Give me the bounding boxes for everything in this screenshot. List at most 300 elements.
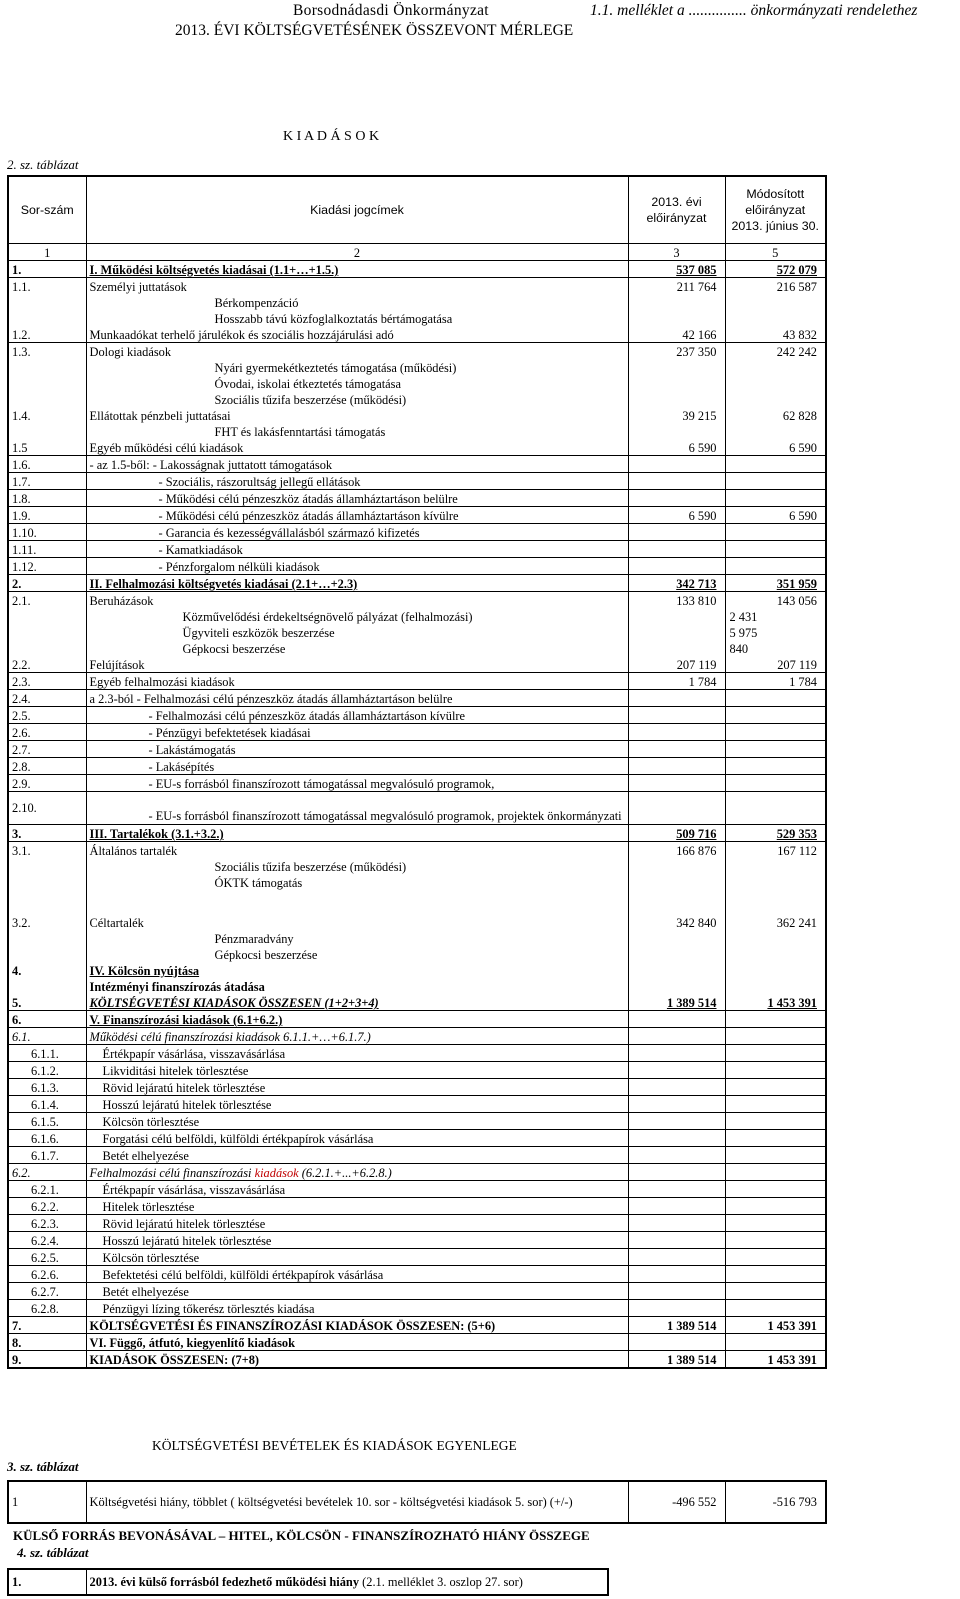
row-plan-value [628, 1062, 725, 1079]
row-label: V. Finanszírozási kiadások (6.1+6.2.) [86, 1011, 628, 1028]
row-label: Ügyviteli eszközök beszerzése [182, 626, 335, 640]
row-label: - Szociális, rászorultság jellegű ellátások [86, 473, 628, 490]
table-row [8, 359, 826, 375]
row-label: Óvodai, iskolai étkeztetés támogatása [214, 377, 401, 391]
row-label: Rövid lejáratú hitelek törlesztése [86, 1215, 628, 1232]
col-header-modified: Módosított előirányzat 2013. június 30. [725, 176, 826, 244]
row-plan-value: 342 713 [628, 575, 725, 592]
row-number: 1.4. [8, 407, 86, 423]
row-number: 2.10. [8, 792, 86, 825]
balance-row-plan: -496 552 [628, 1481, 725, 1523]
row-label: Betét elhelyezése [86, 1147, 628, 1164]
row-plan-value [628, 423, 725, 439]
row-plan-value [628, 1249, 725, 1266]
row-plan-value: 6 590 [628, 507, 725, 524]
row-modified-value: 529 353 [725, 825, 826, 842]
row-label: Pénzügyi lízing tőkerész törlesztés kiadása [86, 1300, 628, 1317]
row-plan-value [628, 930, 725, 946]
row-modified-value [725, 1028, 826, 1045]
table-row [8, 294, 826, 310]
row-plan-value [628, 624, 725, 640]
row-modified-value [725, 1266, 826, 1283]
page-title: 2013. ÉVI KÖLTSÉGVETÉSÉNEK ÖSSZEVONT MÉRLEGE [175, 22, 574, 39]
row-label: Működési célú finanszírozási kiadások 6.1.1.+…+6.1.7.) [86, 1028, 628, 1045]
table-row [8, 1147, 826, 1164]
row-modified-value: 6 590 [725, 439, 826, 456]
row-modified-value: 6 590 [725, 507, 826, 524]
row-label: - Kamatkiadások [86, 541, 628, 558]
row-label: - Pénzügyi befektetések kiadásai [86, 724, 628, 741]
table-row [8, 1045, 826, 1062]
row-plan-value [628, 874, 725, 890]
row-plan-value [628, 1028, 725, 1045]
row-plan-value: 1 389 514 [628, 994, 725, 1011]
row-modified-value [725, 724, 826, 741]
row-modified-value [725, 490, 826, 507]
row-number: 6.2.5. [8, 1249, 86, 1266]
row-plan-value [628, 792, 725, 825]
row-modified-value [725, 758, 826, 775]
row-label: FHT és lakásfenntartási támogatás [214, 425, 386, 439]
row-plan-value: 6 590 [628, 439, 725, 456]
row-plan-value [628, 1181, 725, 1198]
table-row [8, 707, 826, 724]
row-plan-value: 166 876 [628, 842, 725, 859]
row-number: 6.2.1. [8, 1181, 86, 1198]
deficit-label-text: 2013. évi külső forrásból fedezhető működési hiány [89, 1574, 360, 1589]
table-row [8, 656, 826, 673]
row-number: 4. [8, 962, 86, 978]
row-label: Beruházások [89, 594, 154, 608]
row-plan-value [628, 310, 725, 326]
row-plan-value [628, 690, 725, 707]
row-label: Kölcsön törlesztése [86, 1113, 628, 1130]
row-modified-value [725, 1198, 826, 1215]
column-number-row [8, 244, 826, 261]
table-row [8, 1062, 826, 1079]
table-row [8, 640, 826, 656]
table-row [8, 1198, 826, 1215]
row-label: - az 1.5-ből: - Lakosságnak juttatott támogatások [86, 456, 628, 473]
table-row [8, 1079, 826, 1096]
row-label: Intézményi finanszírozás átadása [89, 980, 265, 994]
row-number: 2. [8, 575, 86, 592]
table-row [8, 1215, 826, 1232]
row-number: 6.1.2. [8, 1062, 86, 1079]
row-plan-value [628, 608, 725, 624]
row-number: 7. [8, 1317, 86, 1334]
table-row [8, 1130, 826, 1147]
table4-label: 4. sz. táblázat [17, 1545, 89, 1560]
row-label: Értékpapír vásárlása, visszavásárlása [86, 1181, 628, 1198]
row-modified-value: 1 453 391 [725, 1351, 826, 1369]
row-number: 1.8. [8, 490, 86, 507]
row-modified-value [725, 1096, 826, 1113]
table-row [8, 858, 826, 874]
row-label: Hosszabb távú közfoglalkoztatás bértámogatása [214, 312, 453, 326]
table-row [8, 792, 826, 825]
row-modified-value [725, 1062, 826, 1079]
row-label: ÓKTK támogatás [214, 876, 303, 890]
row-number [8, 359, 86, 375]
table-row [8, 375, 826, 391]
row-number: 6.2. [8, 1164, 86, 1181]
row-number [8, 375, 86, 391]
row-label: VI. Függő, átfutó, kiegyenlítő kiadások [86, 1334, 628, 1351]
table-row [8, 758, 826, 775]
balance-table [7, 1480, 827, 1524]
annex-ref: 1.1. melléklet a ............... önkormányzati rendelethez [590, 2, 918, 19]
row-plan-value: 39 215 [628, 407, 725, 423]
row-modified-value [725, 1079, 826, 1096]
row-plan-value [628, 391, 725, 407]
row-label: Ellátottak pénzbeli juttatásai [89, 409, 231, 423]
row-modified-value [725, 423, 826, 439]
row-modified-value [725, 1113, 826, 1130]
table-row [8, 407, 826, 423]
table-row [8, 439, 826, 456]
row-plan-value [628, 1215, 725, 1232]
row-modified-value [725, 456, 826, 473]
row-modified-value [725, 391, 826, 407]
row-label: Kölcsön törlesztése [86, 1249, 628, 1266]
row-label-part: Felhalmozási célú finanszírozási [89, 1166, 255, 1180]
deficit-row-no: 1. [8, 1569, 86, 1595]
deficit-note: (2.1. melléklet 3. oszlop 27. sor) [362, 1574, 523, 1589]
row-number: 2.6. [8, 724, 86, 741]
table-row [8, 1181, 826, 1198]
row-plan-value [628, 962, 725, 978]
row-modified-value: 143 056 [725, 592, 826, 609]
row-plan-value [628, 359, 725, 375]
row-plan-value [628, 1283, 725, 1300]
table-row [8, 507, 826, 524]
row-plan-value [628, 558, 725, 575]
row-number: 2.2. [8, 656, 86, 673]
row-plan-value [628, 1011, 725, 1028]
table-row [8, 608, 826, 624]
row-label: Befektetési célú belföldi, külföldi értékpapírok vásárlása [86, 1266, 628, 1283]
row-modified-value: 362 241 [725, 914, 826, 930]
row-label-part: (6.2.1.+...+6.2.8.) [298, 1166, 392, 1180]
row-number: 2.9. [8, 775, 86, 792]
row-modified-value: 1 784 [725, 673, 826, 690]
col-header-title: Kiadási jogcímek [86, 176, 628, 244]
table-row [8, 930, 826, 946]
row-plan-value [628, 758, 725, 775]
row-modified-value [725, 310, 826, 326]
row-plan-value [628, 978, 725, 994]
table-row [8, 1283, 826, 1300]
row-label: Általános tartalék [89, 844, 178, 858]
row-number: 6. [8, 1011, 86, 1028]
row-number: 6.1.6. [8, 1130, 86, 1147]
row-modified-value: 1 453 391 [725, 1317, 826, 1334]
col-num-3: 3 [628, 244, 725, 261]
row-plan-value [628, 294, 725, 310]
row-modified-value: 167 112 [725, 842, 826, 859]
table-row [8, 326, 826, 343]
row-modified-value [725, 473, 826, 490]
row-label: - EU-s forrásból finanszírozott támogatással megvalósuló programok, projektek önkormányzati [86, 792, 628, 825]
row-label: Szociális tűzifa beszerzése (működési) [214, 393, 407, 407]
row-plan-value [628, 1096, 725, 1113]
row-modified-value [725, 792, 826, 825]
row-number [8, 310, 86, 326]
table-row [8, 1351, 826, 1369]
row-number: 2.7. [8, 741, 86, 758]
balance-row-modified: -516 793 [725, 1481, 826, 1523]
row-modified-value [725, 1283, 826, 1300]
row-number: 6.1.5. [8, 1113, 86, 1130]
row-modified-value [725, 1181, 826, 1198]
row-label: - Működési célú pénzeszköz átadás államháztartáson belülre [86, 490, 628, 507]
table-row [8, 391, 826, 407]
row-number [8, 930, 86, 946]
row-plan-value [628, 1334, 725, 1351]
row-number [8, 624, 86, 640]
table-row [8, 1334, 826, 1351]
row-number: 3.1. [8, 842, 86, 859]
row-modified-value [725, 874, 826, 890]
table-row [8, 1266, 826, 1283]
row-modified-value: 43 832 [725, 326, 826, 343]
row-plan-value [628, 456, 725, 473]
row-plan-value: 42 166 [628, 326, 725, 343]
row-modified-value [725, 946, 826, 962]
table-row [8, 1481, 826, 1523]
section-title: K I A D Á S O K [283, 129, 380, 144]
row-modified-value: 351 959 [725, 575, 826, 592]
table-row [8, 1300, 826, 1317]
table-row [8, 558, 826, 575]
table-row [8, 1164, 826, 1181]
balance-title: KÖLTSÉGVETÉSI BEVÉTELEK ÉS KIADÁSOK EGYENLEGE [152, 1438, 517, 1453]
table-row [8, 1096, 826, 1113]
row-number: 6.2.8. [8, 1300, 86, 1317]
row-plan-value [628, 946, 725, 962]
row-label: III. Tartalékok (3.1.+3.2.) [86, 825, 628, 842]
row-label: Hosszú lejáratú hitelek törlesztése [86, 1232, 628, 1249]
row-label: - Pénzforgalom nélküli kiadások [86, 558, 628, 575]
row-label: - Lakásépítés [86, 758, 628, 775]
row-modified-value [725, 541, 826, 558]
row-label: IV. Kölcsön nyújtása [89, 964, 200, 978]
row-number: 1. [8, 261, 86, 278]
table-row [8, 825, 826, 842]
row-label: Személyi juttatások [89, 280, 187, 294]
row-number: 3. [8, 825, 86, 842]
row-number: 5. [8, 994, 86, 1011]
deficit-table [7, 1568, 609, 1596]
row-label: - Működési célú pénzeszköz átadás államháztartáson kívülre [86, 507, 628, 524]
row-plan-value: 133 810 [628, 592, 725, 609]
row-label: - EU-s forrásból finanszírozott támogatással megvalósuló programok, [86, 775, 628, 792]
row-number: 1.5 [8, 439, 86, 456]
row-number: 2.1. [8, 592, 86, 609]
table-row [8, 473, 826, 490]
row-label: Pénzmaradvány [214, 932, 294, 946]
row-modified-value [725, 890, 826, 914]
row-number: 1.7. [8, 473, 86, 490]
row-plan-value [628, 1113, 725, 1130]
row-plan-value: 211 764 [628, 278, 725, 295]
row-label: Gépkocsi beszerzése [214, 948, 318, 962]
row-number: 2.3. [8, 673, 86, 690]
row-label: Felújítások [86, 656, 628, 673]
row-modified-value [725, 558, 826, 575]
table-row [8, 946, 826, 962]
row-modified-value [725, 524, 826, 541]
row-number: 2.5. [8, 707, 86, 724]
row-modified-value [725, 690, 826, 707]
row-number [8, 391, 86, 407]
row-number [8, 874, 86, 890]
table-row [8, 724, 826, 741]
row-plan-value: 1 784 [628, 673, 725, 690]
row-label: - Lakástámogatás [86, 741, 628, 758]
table-row [8, 310, 826, 326]
row-label: KIADÁSOK ÖSSZESEN: (7+8) [86, 1351, 628, 1369]
table-row [8, 962, 826, 978]
row-modified-value [725, 1215, 826, 1232]
row-plan-value [628, 1045, 725, 1062]
row-modified-value: 2 431 [725, 608, 826, 624]
row-plan-value [628, 473, 725, 490]
col-num-4: 5 [725, 244, 826, 261]
table-row [8, 1113, 826, 1130]
row-plan-value [628, 524, 725, 541]
row-number: 1.10. [8, 524, 86, 541]
row-modified-value [725, 1011, 826, 1028]
row-label: Céltartalék [89, 916, 144, 930]
row-modified-value [725, 1130, 826, 1147]
row-number: 1.1. [8, 278, 86, 295]
row-label: - Felhalmozási célú pénzeszköz átadás államháztartáson kívülre [86, 707, 628, 724]
table-row [8, 1569, 608, 1595]
row-label: Bérkompenzáció [214, 296, 299, 310]
table-row [8, 690, 826, 707]
row-label: Munkaadókat terhelő járulékok és szociális hozzájárulási adó [86, 326, 628, 343]
col-header-no: Sor-szám [8, 176, 86, 244]
table-row [8, 278, 826, 295]
row-modified-value: 840 [725, 640, 826, 656]
row-number: 6.2.6. [8, 1266, 86, 1283]
row-modified-value [725, 962, 826, 978]
row-label [86, 1164, 628, 1181]
row-number: 6.1.4. [8, 1096, 86, 1113]
row-plan-value [628, 858, 725, 874]
col-num-1: 1 [8, 244, 86, 261]
row-label: Értékpapír vásárlása, visszavásárlása [86, 1045, 628, 1062]
table-row [8, 490, 826, 507]
row-modified-value [725, 1300, 826, 1317]
row-label: I. Működési költségvetés kiadásai (1.1+…+1.5.) [86, 261, 628, 278]
row-plan-value [628, 375, 725, 391]
row-number: 1.11. [8, 541, 86, 558]
row-number: 1.2. [8, 326, 86, 343]
external-title: KÜLSŐ FORRÁS BEVONÁSÁVAL – HITEL, KÖLCSÖN - FINANSZÍROZHATÓ HIÁNY ÖSSZEGE [13, 1528, 590, 1543]
table-row [8, 1249, 826, 1266]
row-number: 6.2.3. [8, 1215, 86, 1232]
row-plan-value [628, 490, 725, 507]
row-modified-value [725, 1164, 826, 1181]
row-plan-value [628, 1198, 725, 1215]
table-row [8, 842, 826, 859]
row-plan-value: 537 085 [628, 261, 725, 278]
row-plan-value [628, 1266, 725, 1283]
row-modified-value [725, 775, 826, 792]
row-modified-value [725, 930, 826, 946]
row-number [8, 978, 86, 994]
row-modified-value [725, 294, 826, 310]
table-row [8, 673, 826, 690]
org-name: Borsodnádasdi Önkormányzat [293, 2, 489, 19]
col-header-plan: 2013. évi előirányzat [628, 176, 725, 244]
row-plan-value [628, 640, 725, 656]
row-plan-value [628, 1164, 725, 1181]
table-row [8, 741, 826, 758]
table-row [8, 874, 826, 890]
row-label: Hitelek törlesztése [86, 1198, 628, 1215]
row-number: 9. [8, 1351, 86, 1369]
col-num-2: 2 [86, 244, 628, 261]
row-plan-value: 342 840 [628, 914, 725, 930]
row-number: 3.2. [8, 914, 86, 930]
row-plan-value: 237 350 [628, 343, 725, 360]
table-row [8, 775, 826, 792]
table-row [8, 343, 826, 360]
row-number: 8. [8, 1334, 86, 1351]
row-modified-value [725, 707, 826, 724]
table-row [8, 261, 826, 278]
balance-row-label: Költségvetési hiány, többlet ( költségvetési bevételek 10. sor - költségvetési kiadások 5. sor) (+/-) [89, 1495, 573, 1509]
row-modified-value: 216 587 [725, 278, 826, 295]
row-label: Egyéb felhalmozási kiadások [86, 673, 628, 690]
row-plan-value [628, 1147, 725, 1164]
row-number: 6.2.4. [8, 1232, 86, 1249]
row-number: 6.2.7. [8, 1283, 86, 1300]
table-row [8, 1317, 826, 1334]
table-row [8, 978, 826, 994]
deficit-row-label [86, 1569, 608, 1595]
row-label-highlight: kiadások [254, 1166, 299, 1180]
row-plan-value [628, 1130, 725, 1147]
row-label: Szociális tűzifa beszerzése (működési) [214, 860, 407, 874]
table-row [8, 592, 826, 609]
row-label: - Garancia és kezességvállalásból származó kifizetés [86, 524, 628, 541]
row-plan-value [628, 541, 725, 558]
row-label: KÖLTSÉGVETÉSI ÉS FINANSZÍROZÁSI KIADÁSOK ÖSSZESEN: (5+6) [86, 1317, 628, 1334]
row-label: KÖLTSÉGVETÉSI KIADÁSOK ÖSSZESEN (1+2+3+4) [86, 994, 628, 1011]
row-plan-value [628, 724, 725, 741]
row-number [8, 890, 86, 914]
row-number [8, 946, 86, 962]
row-label: a 2.3-ból - Felhalmozási célú pénzeszköz átadás államháztartáson belülre [86, 690, 628, 707]
table-row [8, 541, 826, 558]
balance-row-no: 1 [8, 1481, 86, 1523]
row-label: Betét elhelyezése [86, 1283, 628, 1300]
row-number: 6.1.7. [8, 1147, 86, 1164]
row-modified-value [725, 359, 826, 375]
table3-label: 3. sz. táblázat [7, 1459, 79, 1474]
table-row [8, 1232, 826, 1249]
row-plan-value: 207 119 [628, 656, 725, 673]
row-modified-value [725, 1249, 826, 1266]
row-modified-value [725, 375, 826, 391]
row-label: Közművelődési érdekeltségnövelő pályázat (felhalmozási) [182, 610, 473, 624]
table-row [8, 575, 826, 592]
